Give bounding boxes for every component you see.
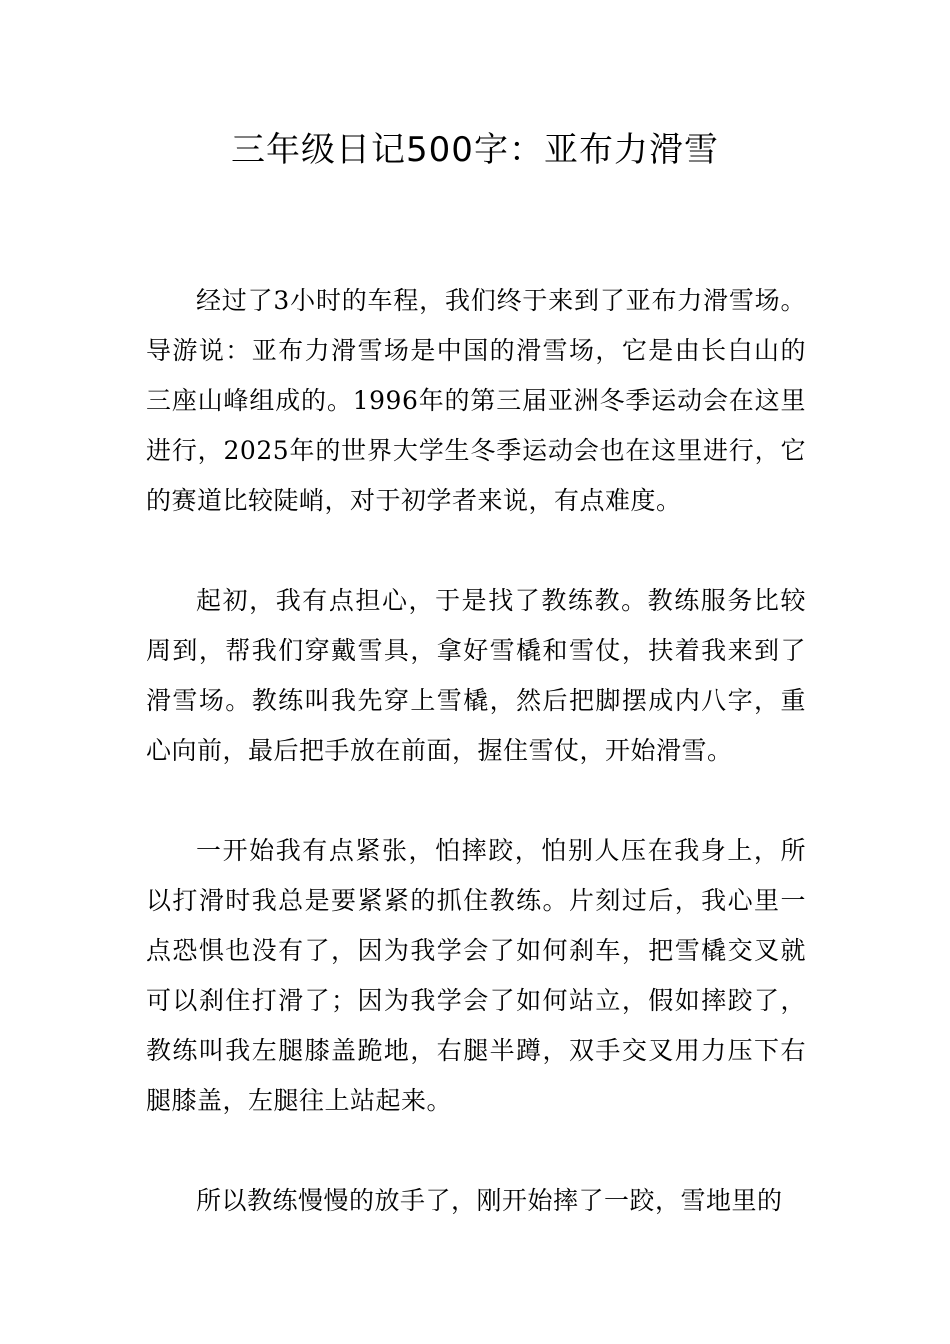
paragraph-2: 起初，我有点担心，于是找了教练教。教练服务比较周到，帮我们穿戴雪具，拿好雪橇和雪仗，扶着我来到了滑雪场。教练叫我先穿上雪橇，然后把脚摆成内八字，重心向前，最后把手放在前面，握住雪仗，开始滑雪。 (146, 586, 806, 765)
paragraph-1: 经过了3小时的车程，我们终于来到了亚布力滑雪场。导游说：亚布力滑雪场是中国的滑雪场，它是由长白山的三座山峰组成的。1996年的第三届亚洲冬季运动会在这里进行，2025年的世界大学生冬季运动会也在这里进行，它的赛道比较陡峭，对于初学者来说，有点难度。 (146, 286, 806, 515)
paragraph-3: 一开始我有点紧张，怕摔跤，怕别人压在我身上，所以打滑时我总是要紧紧的抓住教练。片刻过后，我心里一点恐惧也没有了，因为我学会了如何刹车，把雪橇交叉就可以刹住打滑了；因为我学会了如何站立，假如摔跤了，教练叫我左腿膝盖跪地，右腿半蹲，双手交叉用力压下右腿膝盖，左腿往上站起来。 (146, 836, 806, 1115)
document-body (146, 276, 806, 1276)
document-title: 三年级日记500字：亚布力滑雪 (231, 130, 719, 170)
paragraph-4: 所以教练慢慢的放手了，刚开始摔了一跤，雪地里的 (196, 1186, 783, 1215)
